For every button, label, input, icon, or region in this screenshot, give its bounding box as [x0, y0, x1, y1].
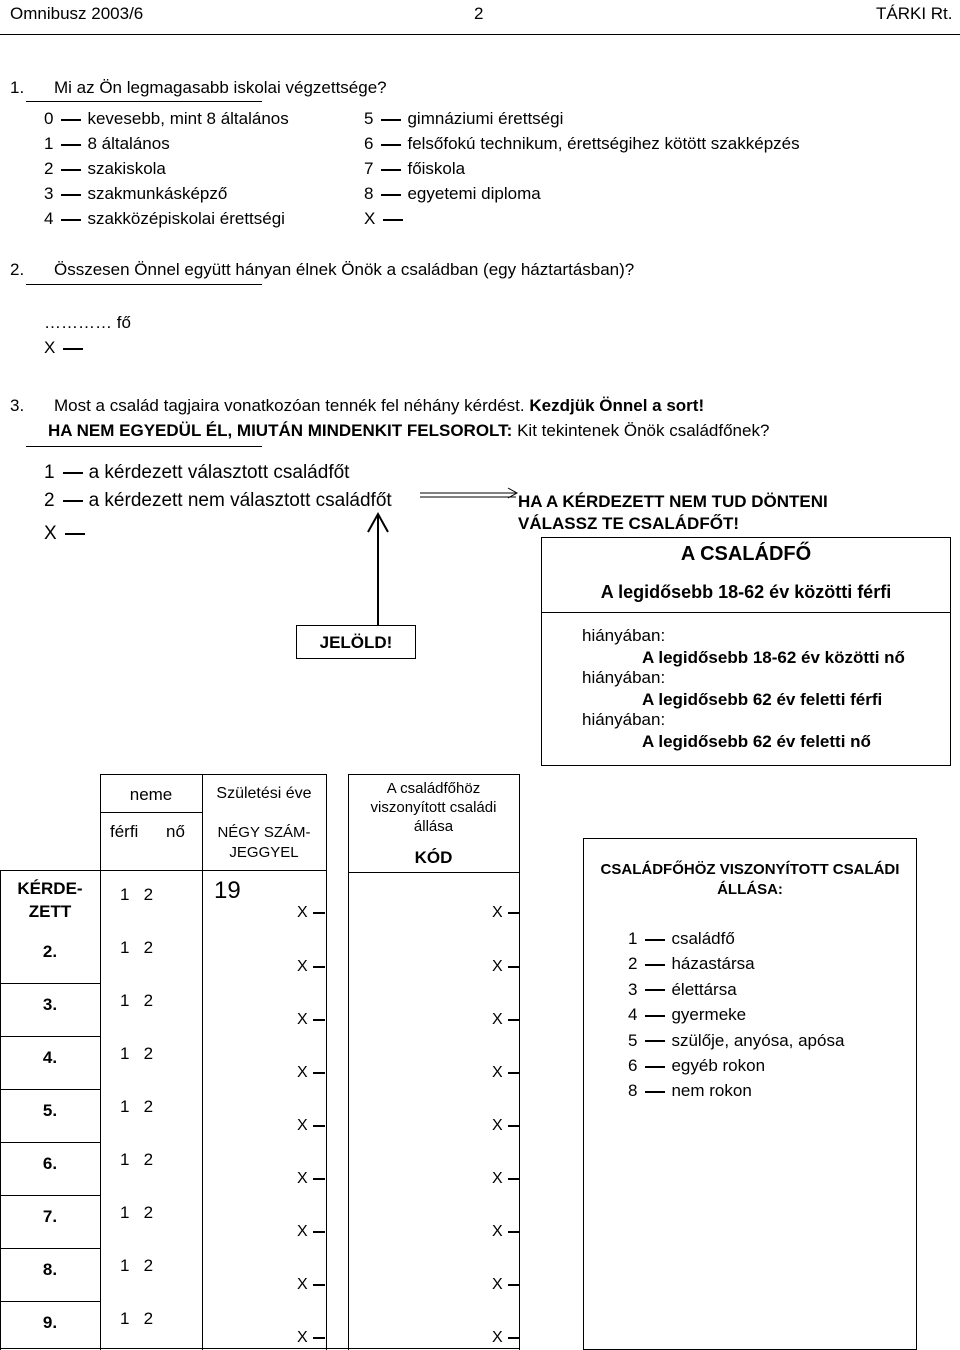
gender-codes[interactable]: 1 2 [120, 1097, 154, 1116]
q1-option-6[interactable] [364, 134, 800, 154]
head-step-lead: hiányában: [582, 710, 666, 729]
q2-dots: ………… [44, 313, 117, 332]
head-step-text: A legidősebb 62 év feletti nő [642, 732, 871, 751]
q3-option-x-code: X [44, 523, 57, 544]
row-divider [0, 1301, 100, 1302]
birth-x-option[interactable] [297, 1223, 325, 1241]
x-code: X [297, 1064, 308, 1081]
x-code: X [492, 1170, 503, 1187]
relation-label: szülője, anyósa, apósa [671, 1030, 845, 1050]
mark-label: JELÖLD! [296, 625, 416, 659]
row-divider [0, 983, 100, 984]
q3-option-1[interactable] [44, 462, 349, 484]
relation-x-option[interactable] [492, 1117, 520, 1135]
option-code: 1 [44, 134, 54, 153]
head-step-text: A legidősebb 62 év feletti férfi [642, 690, 883, 709]
col-birth: Születési éve [216, 785, 312, 802]
table-header-divider [348, 872, 519, 873]
head-box-first: A legidősebb 18-62 év közötti férfi [600, 582, 892, 602]
q1-option-8[interactable] [364, 184, 541, 204]
relation-x-option[interactable] [492, 904, 520, 922]
row-label: KÉRDE-ZETT [17, 879, 83, 921]
x-code: X [492, 958, 503, 975]
gender-codes[interactable]: 1 2 [120, 1044, 154, 1063]
birth-x-option[interactable] [297, 1117, 325, 1135]
relation-item-1 [628, 929, 735, 949]
relation-x-option[interactable] [492, 958, 520, 976]
relation-code: 5 [628, 1030, 638, 1050]
relation-code: 3 [628, 979, 638, 999]
q2-unit: fő [116, 313, 131, 332]
option-label: kevesebb, mint 8 általános [87, 109, 289, 128]
gender-codes[interactable]: 1 2 [120, 938, 154, 957]
table-bottom-border [0, 1348, 519, 1349]
x-code: X [297, 1276, 308, 1293]
relation-item-3 [628, 980, 737, 1000]
q3-option-2-label: a kérdezett nem választott családfőt [88, 490, 392, 511]
option-code: 3 [44, 184, 54, 203]
option-code: 7 [364, 159, 374, 178]
gender-codes[interactable]: 1 2 [120, 885, 154, 904]
q2-answer-line[interactable] [44, 313, 131, 333]
x-code: X [492, 1329, 503, 1346]
option-label: 8 általános [87, 134, 170, 153]
q3-option-2[interactable] [44, 490, 392, 512]
q1-number: 1. [10, 78, 25, 97]
row-label: 5. [42, 1101, 58, 1120]
relation-label: nem rokon [671, 1081, 752, 1101]
q1-option-5[interactable] [364, 109, 563, 129]
x-code: X [492, 1276, 503, 1293]
head-step-lead: hiányában: [582, 668, 666, 687]
relation-label: élettársa [671, 979, 737, 999]
page-number: 2 [474, 4, 484, 23]
header-left: Omnibusz 2003/6 [10, 4, 144, 23]
x-code: X [492, 1064, 503, 1081]
relation-label: egyéb rokon [671, 1056, 766, 1075]
row-label: 7. [42, 1207, 58, 1226]
note-line-1: HA A KÉRDEZETT NEM TUD DÖNTENI [518, 492, 828, 511]
gender-codes[interactable]: 1 2 [120, 1256, 154, 1275]
x-code: X [297, 1223, 308, 1240]
option-code: 8 [364, 184, 374, 203]
q3-number: 3. [10, 396, 25, 415]
row-divider [0, 1089, 100, 1090]
head-box-divider [541, 612, 951, 613]
x-code: X [492, 1223, 503, 1240]
head-step-lead: hiányában: [582, 626, 666, 645]
option-label: szakmunkásképző [87, 184, 228, 203]
row-label: 8. [42, 1260, 58, 1279]
col-female: nő [166, 822, 185, 841]
option-label: gimnáziumi érettségi [407, 109, 564, 128]
relation-item-5 [628, 1031, 844, 1051]
relation-box-title: CSALÁDFŐHÖZ VISZONYÍTOTT CSALÁDI ÁLLÁSA: [600, 861, 900, 898]
q2-question: Összesen Önnel együtt hányan élnek Önök a családban (egy háztartásban)? [54, 260, 635, 279]
q3-option-2-code: 2 [44, 490, 55, 511]
relation-label: házastársa [671, 954, 755, 974]
row-label: 6. [42, 1154, 58, 1173]
head-step-text: A legidősebb 18-62 év közötti nő [642, 648, 905, 667]
birth-x-option[interactable] [297, 1170, 325, 1188]
birth-x-option[interactable] [297, 1329, 325, 1347]
q2-x-code: X [44, 338, 56, 357]
option-label: szakiskola [87, 159, 166, 178]
option-code: 0 [44, 109, 54, 128]
col-birth-sub: NÉGY SZÁM-JEGGYEL [217, 824, 311, 861]
option-label: szakközépiskolai érettségi [87, 209, 285, 228]
row-divider [0, 1248, 100, 1249]
row-divider [0, 1142, 100, 1143]
x-code: X [492, 904, 503, 921]
relation-x-option[interactable] [492, 1011, 520, 1029]
col-gender: neme [129, 785, 173, 804]
q3-option-1-label: a kérdezett választott családfőt [88, 462, 350, 483]
option-code: X [364, 209, 376, 228]
col-relation: A családfőhöz viszonyított családi állása [370, 780, 497, 835]
relation-item-2 [628, 954, 755, 974]
q2-x-option[interactable] [44, 338, 89, 358]
birth-year-prefix[interactable]: 19 [214, 877, 241, 904]
row-divider [0, 1036, 100, 1037]
gender-codes[interactable]: 1 2 [120, 1150, 154, 1169]
header-divider [0, 34, 960, 35]
q2-number: 2. [10, 260, 25, 279]
birth-x-option[interactable] [297, 1064, 325, 1082]
option-label: főiskola [407, 159, 466, 178]
relation-label: családfő [671, 929, 735, 948]
birth-x-option[interactable] [297, 904, 325, 922]
x-code: X [297, 1011, 308, 1028]
q3-option-x[interactable] [44, 523, 91, 545]
birth-x-option[interactable] [297, 1276, 325, 1294]
x-code: X [297, 1329, 308, 1346]
q3-question [54, 396, 704, 416]
q3-instruction-bold: HA NEM EGYEDÜL ÉL, MIUTÁN MINDENKIT FELSOROLT: [48, 421, 513, 440]
gender-codes[interactable]: 1 2 [120, 1203, 154, 1222]
relation-x-option[interactable] [492, 1276, 520, 1294]
q3-instruction-text: Kit tekintenek Önök családfőnek? [517, 421, 770, 440]
option-code: 4 [44, 209, 54, 228]
q3-instruction [48, 421, 769, 441]
x-code: X [492, 1011, 503, 1028]
table-header-divider [100, 812, 202, 813]
relation-label: gyermeke [671, 1005, 747, 1025]
q2-underline [26, 284, 262, 285]
q3-option-1-code: 1 [44, 462, 55, 483]
q1-question: Mi az Ön legmagasabb iskolai végzettsége? [54, 78, 387, 97]
relation-x-option[interactable] [492, 1170, 520, 1188]
q3-question-bold: Kezdjük Önnel a sort! [529, 396, 705, 415]
x-code: X [297, 904, 308, 921]
x-code: X [297, 958, 308, 975]
row-label: 3. [42, 995, 58, 1014]
birth-x-option[interactable] [297, 958, 325, 976]
table-top-border [100, 774, 326, 775]
gender-codes[interactable]: 1 2 [120, 1309, 154, 1328]
arrows-icon [420, 485, 520, 515]
table-col-divider [202, 774, 203, 1350]
q3-underline [26, 446, 262, 447]
q1-option-3[interactable] [44, 184, 227, 204]
table-col-divider [326, 774, 327, 1350]
birth-x-option[interactable] [297, 1011, 325, 1029]
row-label: 9. [42, 1313, 58, 1332]
q1-option-2[interactable] [44, 159, 166, 179]
x-code: X [492, 1117, 503, 1134]
relation-item-8 [628, 1081, 752, 1101]
row-label: 4. [42, 1048, 58, 1067]
q1-option-4[interactable] [44, 209, 285, 229]
col-code: KÓD [414, 848, 453, 867]
option-label: felsőfokú technikum, érettségihez kötött szakképzés [407, 134, 800, 153]
relation-x-option[interactable] [492, 1064, 520, 1082]
option-code: 6 [364, 134, 374, 153]
x-code: X [297, 1117, 308, 1134]
relation-code: 2 [628, 954, 638, 974]
row-label: 2. [42, 942, 58, 961]
relation-code: 1 [628, 929, 638, 948]
table-header-divider [0, 870, 326, 871]
relation-code: 8 [628, 1081, 638, 1101]
head-box-title: A CSALÁDFŐ [680, 543, 812, 565]
relation-item-4 [628, 1005, 746, 1025]
table-right-border [519, 774, 520, 1350]
relation-x-option[interactable] [492, 1329, 520, 1347]
relation-code: 4 [628, 1005, 638, 1025]
note-line-2: VÁLASSZ TE CSALÁDFŐT! [518, 514, 739, 533]
up-arrow-icon [366, 510, 390, 625]
q1-option-1[interactable] [44, 134, 170, 154]
option-code: 2 [44, 159, 54, 178]
option-code: 5 [364, 109, 374, 128]
x-code: X [297, 1170, 308, 1187]
q1-option-0[interactable] [44, 109, 289, 129]
table-left-border [100, 774, 101, 1350]
row-divider [0, 1195, 100, 1196]
q1-option-x[interactable] [364, 209, 409, 229]
table-top-border [348, 774, 519, 775]
q3-question-text: Most a család tagjaira vonatkozóan tennék fel néhány kérdést. [54, 396, 525, 415]
option-label: egyetemi diploma [407, 184, 541, 203]
q1-option-7[interactable] [364, 159, 465, 179]
col-male: férfi [110, 822, 139, 841]
q1-underline [26, 101, 262, 102]
header-right: TÁRKI Rt. [876, 4, 953, 23]
gender-codes[interactable]: 1 2 [120, 991, 154, 1010]
relation-x-option[interactable] [492, 1223, 520, 1241]
relation-item-6 [628, 1056, 765, 1076]
relation-code: 6 [628, 1056, 638, 1075]
